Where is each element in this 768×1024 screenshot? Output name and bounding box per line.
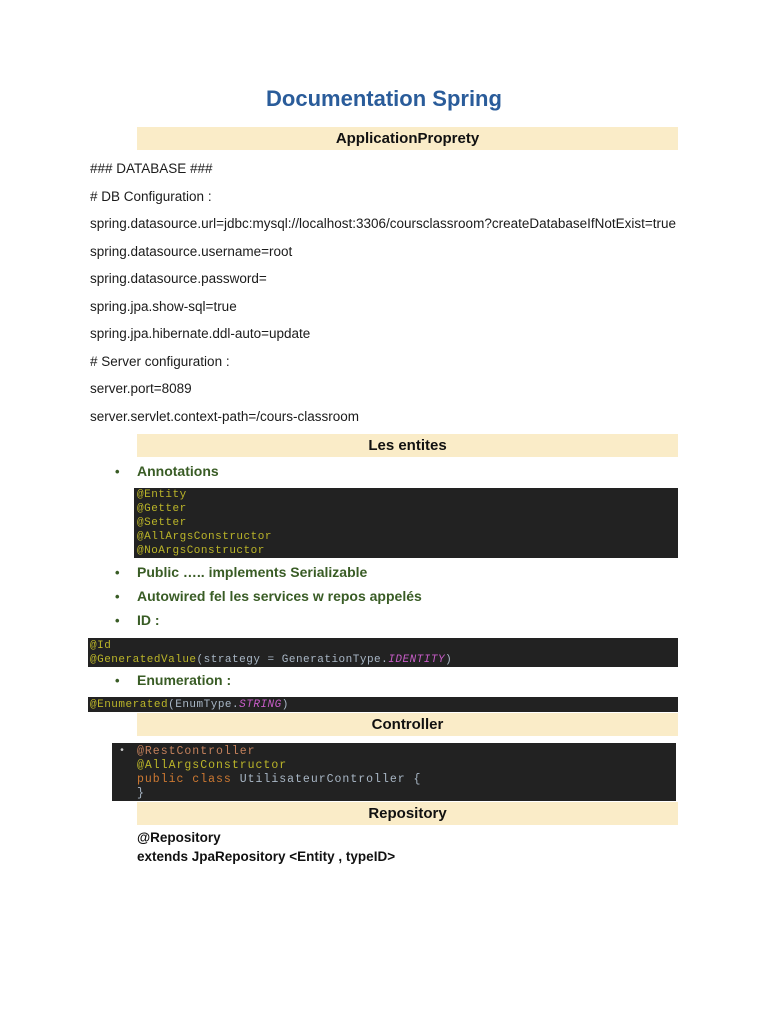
code-annotation: @GeneratedValue — [90, 653, 197, 666]
list-item-label: ID : — [137, 611, 160, 628]
code-constant: IDENTITY — [388, 653, 446, 666]
code-line: @AllArgsConstructor — [137, 758, 288, 772]
code-line: @Setter — [137, 516, 187, 529]
config-line: ### DATABASE ### — [90, 161, 213, 176]
config-line: spring.jpa.hibernate.ddl-auto=update — [90, 326, 311, 341]
code-line: @NoArgsConstructor — [137, 544, 265, 557]
code-args: ) — [445, 653, 453, 666]
code-keyword: public class — [137, 772, 240, 786]
section-header-application-property: ApplicationProprety — [137, 127, 678, 150]
bullet-icon: • — [119, 745, 127, 757]
list-item-id — [115, 611, 768, 629]
page-title: Documentation Spring — [266, 86, 502, 111]
list-item-annotations — [115, 462, 768, 480]
code-block-controller — [112, 743, 676, 801]
code-line — [90, 698, 678, 712]
code-args: ) — [281, 698, 289, 711]
list-item-public-serializable — [115, 563, 768, 581]
list-item-enumeration — [115, 671, 768, 689]
code-line — [137, 773, 676, 787]
section-header-entities: Les entites — [137, 434, 678, 457]
repository-annotation-text: @Repository — [137, 829, 221, 845]
list-item-label: Autowired fel les services w repos appelés — [137, 587, 422, 604]
config-line: spring.datasource.url=jdbc:mysql://localhost:3306/coursclassroom?createDatabaseIfNotExist=true — [90, 216, 677, 231]
bullet-icon: • — [115, 588, 120, 604]
list-item-label: Public ….. implements Serializable — [137, 563, 368, 580]
code-annotation: @Enumerated — [90, 698, 169, 711]
code-line: @AllArgsConstructor — [137, 530, 272, 543]
code-constant: STRING — [239, 698, 282, 711]
config-line: spring.datasource.password= — [90, 271, 267, 286]
code-args: (strategy = GenerationType. — [196, 653, 389, 666]
config-line: spring.datasource.username=root — [90, 243, 293, 259]
code-block-id — [88, 638, 678, 667]
code-line: @RestController — [137, 744, 256, 758]
config-line: server.servlet.context-path=/cours-classroom — [90, 408, 359, 424]
config-line: server.port=8089 — [90, 381, 192, 396]
code-block-entity-annotations — [134, 488, 678, 558]
bullet-icon: • — [115, 564, 120, 580]
code-line: @Entity — [137, 488, 187, 501]
repository-extends-text: extends JpaRepository <Entity , typeID> — [137, 848, 396, 864]
section-header-repository: Repository — [137, 802, 678, 825]
config-line: # Server configuration : — [90, 353, 230, 369]
code-args: (EnumType. — [168, 698, 240, 711]
list-item-label: Annotations — [137, 462, 219, 479]
code-block-enumerated — [88, 697, 678, 712]
application-property-config — [90, 161, 768, 425]
section-header-controller: Controller — [137, 713, 678, 736]
code-line: @Id — [90, 639, 112, 652]
bullet-icon: • — [115, 672, 120, 688]
controller-code — [137, 745, 676, 801]
code-line — [90, 653, 678, 667]
bullet-icon: • — [115, 612, 120, 628]
code-line: } — [137, 786, 145, 800]
bullet-icon: • — [115, 463, 120, 479]
code-class-name: UtilisateurController { — [239, 772, 422, 786]
list-item-autowired — [115, 587, 768, 605]
config-line: # DB Configuration : — [90, 188, 212, 204]
config-line: spring.jpa.show-sql=true — [90, 298, 237, 314]
code-line: @Getter — [137, 502, 187, 515]
list-item-label: Enumeration : — [137, 671, 232, 688]
